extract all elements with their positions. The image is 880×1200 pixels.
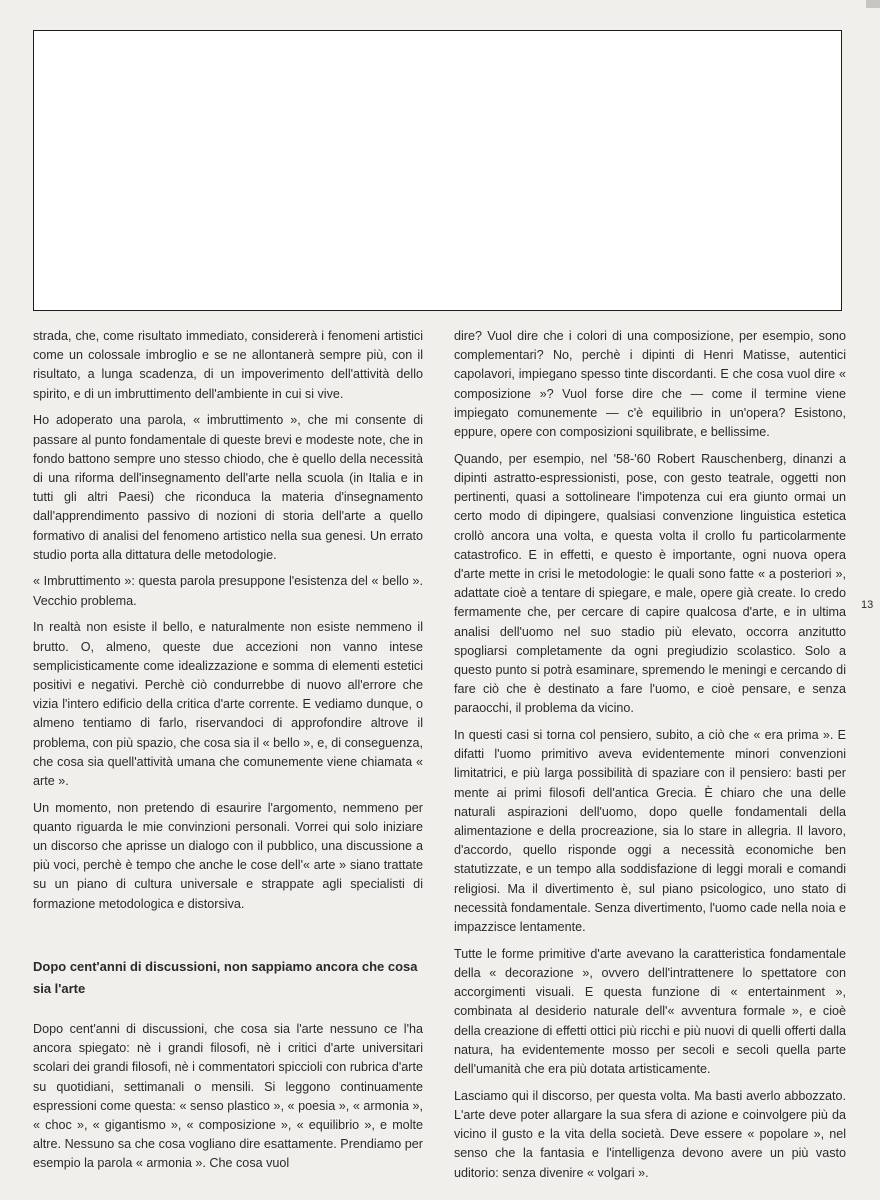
- paragraph: « Imbruttimento »: questa parola presuppone l'esistenza del « bello ». Vecchio problema.: [33, 574, 423, 608]
- text-column-left: [33, 327, 423, 1181]
- paragraph: In realtà non esiste il bello, e naturalmente non esiste nemmeno il brutto. O, almeno, queste due accezioni non vanno intese semplicisticamente come idealizzazione e somma di elementi estetici positivi e negativi. Perchè ciò condurrebbe di nuovo all'errore che vizia l'intero edificio della critica d'arte corrente. E vediamo dunque, o almeno tentiamo di farlo, riservandoci di approfondire altrove il problema, con più spazio, che cosa sia il « bello », e, di conseguenza, che cosa sia quell'attività umana che comunemente viene chiamata « arte ».: [33, 620, 423, 788]
- paragraph: Dopo cent'anni di discussioni, che cosa sia l'arte nessuno ce l'ha ancora spiegato: nè i grandi filosofi, nè i critici d'arte universitari scolari dei grandi filosofi, nè i commentatori spiccioli con rubrica d'arte su quotidiani, settimanali o mensili. Si leggono continuamente espressioni come questa: « senso plastico », « poesia », « armonia », « choc », « gigantismo », « composizione », « equilibrio », e molte altre. Nessuno sa che cosa vogliano dire esattamente. Prendiamo per esempio la parola « armonia ». Che cosa vuol: [33, 1021, 423, 1171]
- paragraph: Quando, per esempio, nel '58-'60 Robert Rauschenberg, dinanzi a dipinti astratto-espressionisti, pose, con gesto teatrale, oggetti non pertinenti, quasi a sottolineare l'impotenza cui era giunto ormai un certo modo di dipingere, qualsiasi convenzione linguistica estetica crollò ancora una volta, e questa volta il crollo fu particolarmente catastrofico. E in effetti, e questo è importante, ogni nuova opera d'arte mette in crisi le metodologie: le quali sono fatte « a posteriori », adattate cioè a tentare di spiegare, e male, opere già create. Io credo fermamente che, per cercare di capire qualcosa d'arte, e in ultima analisi dell'uomo nel suo stadio più elevato, occorra anzitutto spogliarsi completamente da ogni pregiudizio scolastico. Solo a questo punto si potrà esaminare, spremendo le meningi e cercando di fare ciò che è destinato a fare l'uomo, e cioè pensare, e senza paraocchi, il problema da vicino.: [454, 451, 846, 716]
- page-number: 13: [861, 599, 874, 611]
- paragraph: dire? Vuol dire che i colori di una composizione, per esempio, sono complementari? No, perchè i dipinti di Henri Matisse, autentici capolavori, impiegano spesso tinte discordanti. E che cosa vuol dire « composizione »? Vuol forse dire che — come il termine viene impiegato comunemente — c'è equilibrio in un'opera? Esistono, eppure, opere con composizioni squilibrate, e bellissime.: [454, 329, 846, 440]
- text-column-right: [454, 327, 846, 1190]
- paragraph: Ho adoperato una parola, « imbruttimento », che mi consente di passare al punto fondamentale di queste brevi e modeste note, che in fondo battono sempre uno stesso chiodo, che è quello della necessità di una riforma dell'insegnamento dell'arte nella scuola (in Italia e in tutti gli altri Paesi) che riconduca la materia d'insegnamento dall'apprendimento passivo di nozioni di storia dell'arte a quello formativo di analisi del fenomeno artistico nella sua genesi. Un errato studio porta alla dittatura delle metodologie.: [33, 413, 423, 562]
- paragraph: Tutte le forme primitive d'arte avevano la caratteristica fondamentale della « decorazione », ovvero dell'intrattenere lo spettatore con accorgimenti visuali. E questa funzione di « entertainment », combinata al desiderio naturale dell'« avventura formale », e cioè della creazione di effetti ottici più ricchi e più nuovi di quelli offerti dalla natura, ha evidentemente mosso per secoli e secoli quella parte dell'umanità che era più dotata artisticamente.: [454, 946, 846, 1077]
- figure-placeholder-frame: [33, 30, 842, 311]
- paragraph: In questi casi si torna col pensiero, subito, a ciò che « era prima ». E difatti l'uomo primitivo aveva evidentemente minori convenzioni limitatrici, e più larga possibilità di spaziare con il pensiero: basti per mente ai primi filosofi dell'antica Grecia. È chiaro che una delle naturali aspirazioni dell'uomo, dopo quelle fondamentali della alimentazione e della procreazione, sia lo stare in allegria. Il lavoro, d'accordo, quello risponde oggi a necessità economiche ben statutizzate, e un tempo alla soddisfazione di leggi morali e comandi religiosi. Ma il divertimento è, sul piano psicologico, uno stato di necessità fondamentale. Senza divertimento, l'uomo cade nella noia e impazzisce lentamente.: [454, 728, 846, 935]
- scan-corner-mark: [866, 0, 880, 8]
- section-heading: Dopo cent'anni di discussioni, non sappiamo ancora che cosa sia l'arte: [33, 958, 418, 996]
- paragraph: strada, che, come risultato immediato, considererà i fenomeni artistici come un colossale imbroglio e se ne allontanerà sempre più, con il risultato, a lunga scadenza, di un impoverimento dell'attività dello spirito, e di un imbruttimento dell'ambiente in cui si vive.: [33, 329, 423, 401]
- paragraph: Un momento, non pretendo di esaurire l'argomento, nemmeno per quanto riguarda le mie convinzioni personali. Vorrei qui solo iniziare un discorso che aprisse un dialogo con il pubblico, una discussione a più voci, perchè è tempo che anche le cose dell'« arte » siano trattate su un piano di cultura universale e strappate agli specialisti di formazione metodologica e distorsiva.: [33, 800, 423, 911]
- paragraph: Lasciamo qui il discorso, per questa volta. Ma basti averlo abbozzato. L'arte deve poter allargare la sua sfera di azione e coinvolgere più da vicino il gusto e la vita della società. Deve essere « popolare », nel senso che la fantasia e l'intelligenza devono avere un più vasto uditorio: senza divenire « volgari ».: [454, 1088, 846, 1180]
